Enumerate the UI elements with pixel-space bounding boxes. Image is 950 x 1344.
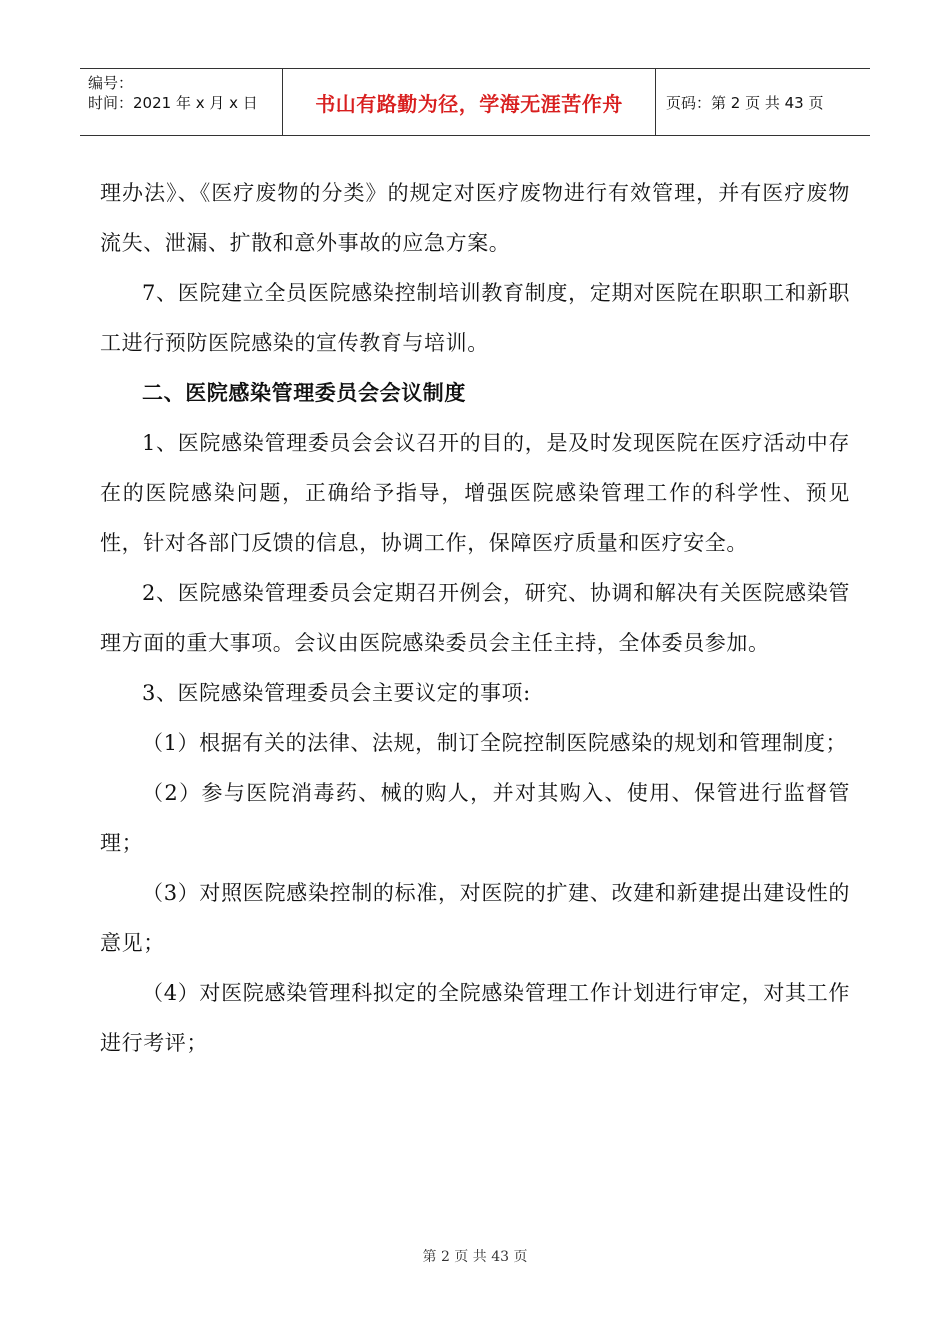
document-body [100, 168, 850, 1068]
list-item: （3）对照医院感染控制的标准，对医院的扩建、改建和新建提出建设性的意见； [100, 881, 850, 955]
list-item: （4）对医院感染管理科拟定的全院感染管理工作计划进行审定，对其工作进行考评； [100, 981, 850, 1055]
header-page-info: 页码：第 2 页 共 43 页 [666, 93, 824, 112]
page-footer: 第 2 页 共 43 页 [422, 1249, 528, 1265]
number-label: 编号： [88, 74, 134, 92]
paragraph: 3、医院感染管理委员会主要议定的事项: [142, 681, 531, 705]
paragraph: 1、医院感染管理委员会会议召开的目的，是及时发现医院在医疗活动中存在的医院感染问题，正确给予指导，增强医院感染管理工作的科学性、预见性，针对各部门反馈的信息，协调工作，保障医疗质量和医疗安全。 [100, 431, 850, 555]
paragraph: 7、医院建立全员医院感染控制培训教育制度，定期对医院在职职工和新职工进行预防医院感染的宣传教育与培训。 [100, 281, 850, 355]
list-item: （1）根据有关的法律、法规，制订全院控制医院感染的规划和管理制度； [142, 731, 848, 755]
document-header [80, 68, 870, 136]
list-item: （2）参与医院消毒药、械的购人，并对其购入、使用、保管进行监督管理； [100, 781, 850, 855]
header-meta [80, 69, 283, 135]
paragraph: 2、医院感染管理委员会定期召开例会，研究、协调和解决有关医院感染管理方面的重大事项。会议由医院感染委员会主任主持，全体委员参加。 [100, 581, 850, 655]
section-heading: 二、医院感染管理委员会会议制度 [142, 381, 466, 405]
time-label: 时间：2021 年 x 月 x 日 [88, 94, 258, 112]
header-motto: 书山有路勤为径，学海无涯苦作舟 [283, 69, 656, 135]
paragraph: 理办法》、《医疗废物的分类》的规定对医疗废物进行有效管理，并有医疗废物流失、泄漏、扩散和意外事故的应急方案。 [100, 181, 850, 255]
